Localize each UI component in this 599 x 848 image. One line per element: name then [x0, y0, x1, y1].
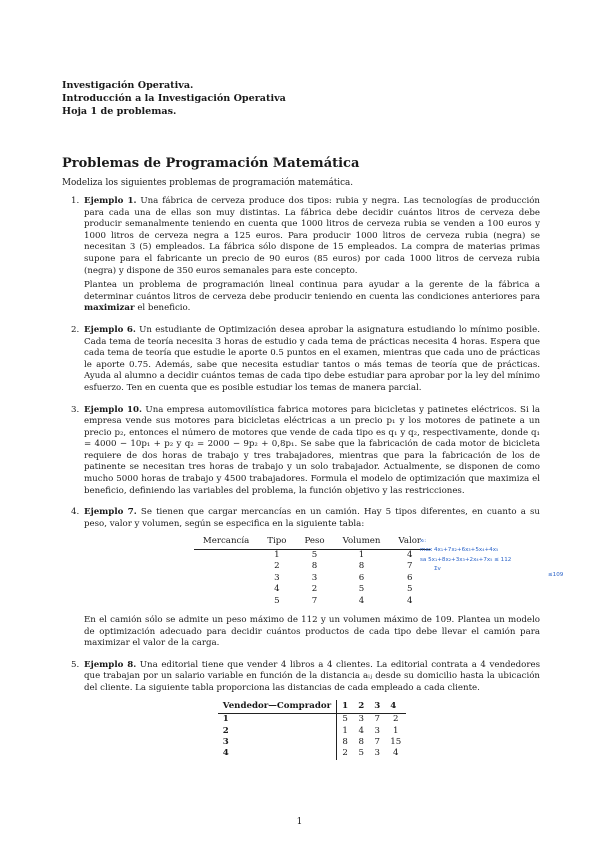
cell: 3 [374, 725, 380, 736]
table-header: 4 [385, 700, 406, 714]
problem-text: Una editorial tiene que vender 4 libros a 4 clientes. La editorial contrata a 4 vendedores que trabajan por un salario variable en función de la distancia aᵢⱼ desde su domicilio hasta la ubicación del cliente. La siguiente tabla proporciona las distancias de cada empleado a cada cliente. [84, 659, 540, 694]
cell: 1 [358, 550, 365, 561]
cell: 1 [342, 725, 348, 736]
cell: 5 [274, 595, 280, 606]
problem-number: 2. [71, 324, 80, 335]
cell: 5 [342, 714, 348, 725]
table-header: 2 [353, 700, 369, 714]
table-row [218, 726, 406, 737]
problem-number: 5. [71, 659, 80, 670]
cell: 7 [374, 714, 380, 725]
cell: 4 [406, 595, 413, 606]
cell: 8 [311, 561, 318, 572]
document-header [62, 80, 286, 118]
table-header: Mercancía [194, 535, 258, 549]
problem-text: Un estudiante de Optimización desea aprobar la asignatura estudiando lo mínimo posible. Cada tema de teoría necesita 3 horas de estudio y cada tema de prácticas necesita 4 horas. Espera que cada tema de teoría que estudie le aporte 0.5 puntos en el examen, mientras que cada uno de prácticas le aporte 0.75. Además, sabe que necesita estudiar tantos o más temas de teoría que de prácticas. Ayuda al alumno a decidir cuántos temas de cada tipo debe estudiar para aprobar por la ley del mínimo esfuerzo. Ten en cuenta que es posible estudiar los temas de manera parcial. [84, 324, 540, 393]
problem-number: 4. [71, 507, 80, 518]
cell: 4 [358, 725, 364, 736]
row-header: 2 [218, 726, 337, 737]
problem-label: Ejemplo 8. [84, 659, 137, 670]
cell: 1 [392, 725, 399, 736]
problem-text: Se tienen que cargar mercancías en un camión. Hay 5 tipos diferentes, en cuanto a su peso, valor y volumen, según se especifica en la siguiente tabla: [84, 507, 540, 529]
cell: 2 [311, 584, 318, 595]
cell: 8 [358, 561, 365, 572]
table-row [194, 561, 430, 572]
cell: 4 [392, 748, 399, 759]
table-header: 3 [369, 700, 385, 714]
hand-line-objective: max 4x₁+7x₂+6x₃+5x₄+4x₅ [420, 547, 499, 553]
table-header: Volumen [334, 535, 390, 549]
problem-label: Ejemplo 1. [84, 196, 137, 206]
cell: 2 [342, 748, 348, 759]
page-number: 1 [296, 817, 303, 827]
table-row [194, 596, 430, 607]
table-header: 1 [337, 700, 354, 714]
cell: 2 [392, 714, 399, 725]
table-header: Peso [295, 535, 333, 549]
cell: 7 [311, 595, 318, 606]
hand-line-volume-limit: ≤109 [548, 572, 564, 578]
cell: 15 [390, 737, 402, 748]
problem-3 [62, 405, 540, 498]
cell: 3 [311, 572, 318, 583]
table-row [194, 550, 430, 562]
table-header: Tipo [258, 535, 295, 549]
problem-text: Una fábrica de cerveza produce dos tipos: rubia y negra. Las tecnologías de producción para cada una de ellas son muy distintas. La fábrica debe decidir cuántos litros de cerveza debe producir semanalmente teniendo en cuenta que 1000 litros de cerveza rubia se venden a 100 euros y 1000 litros de cerveza negra a 125 euros. Para producir 1000 litros de cerveza rubia (negra) se necesitan 3 (5) empleados. La fábrica sólo dispone de 15 empleados. La compra de materias primas supone para el fabricante un precio de 90 euros (85 euros) por cada 1000 litros de cerveza rubia (negra) y dispone de 350 euros semanales para este concepto. [84, 196, 540, 276]
handwritten-annotation [418, 536, 578, 588]
table-row [218, 714, 406, 726]
intro-text: Modeliza los siguientes problemas de programación matemática. [62, 178, 354, 188]
problem-1 [62, 196, 540, 315]
cell: 4 [358, 595, 365, 606]
cell: 4 [406, 550, 413, 561]
cell: 5 [358, 748, 364, 759]
cell: 3 [374, 748, 380, 759]
row-header: 4 [218, 748, 337, 759]
hand-line-vars: xᵢ: [420, 538, 427, 544]
problem-text-2c: el beneficio. [134, 303, 191, 314]
cell: 3 [274, 572, 280, 583]
table-header: Vendedor—Comprador [218, 700, 337, 714]
cell: 2 [274, 561, 280, 572]
cell: 5 [311, 550, 318, 561]
row-header: 3 [218, 737, 337, 748]
table-row [194, 573, 430, 584]
problem-2 [62, 325, 540, 395]
problem-label: Ejemplo 10. [84, 404, 143, 415]
problem-label: Ejemplo 6. [84, 324, 136, 335]
problem-list [62, 196, 540, 770]
header-subject: Introducción a la Investigación Operativa [62, 92, 286, 104]
section-title: Problemas de Programación Matemática [62, 156, 360, 171]
problem-number: 3. [71, 404, 80, 415]
hand-line-sum: Σv [434, 566, 441, 572]
table-row [218, 737, 406, 748]
table-row [218, 748, 406, 759]
cell: 6 [358, 572, 365, 583]
row-header: 1 [218, 714, 337, 726]
cell: 4 [274, 584, 280, 595]
hand-line-constraint-weight: sa 5x₁+8x₂+3x₃+2x₄+7x₅ ≤ 112 [420, 557, 512, 563]
cell: 5 [358, 584, 365, 595]
cell: 8 [358, 737, 364, 748]
cell: 7 [406, 561, 413, 572]
emphasis-maximize: maximizar [84, 303, 135, 314]
cell: 8 [342, 737, 348, 748]
cell: 7 [374, 737, 380, 748]
cell: 6 [406, 572, 413, 583]
goods-table [194, 535, 430, 607]
table-header: Valor [389, 535, 430, 549]
cell: 5 [406, 584, 413, 595]
problem-text-2a: Plantea un problema de programación lineal continua para ayudar a la gerente de la fábrica a determinar cuántos litros de cerveza debe producir teniendo en cuenta las condiciones anteriores para [84, 280, 540, 302]
problem-text: Una empresa automovilística fabrica motores para bicicletas y patinetes eléctricos. Si la empresa vende sus motores para bicicletas eléctricas a un precio p₁ y los motores de patinete a un precio p₂, entonces el número de motores que vende de cada tipo es q₁ y q₂, respectivamente, donde q₁ = 4000 − 10p₁ + p₂ y q₂ = 2000 − 9p₂ + 0,8p₁. Se sabe que la fabricación de cada motor de bicicleta requiere de dos horas de trabajo y tres trabajadores, mientras que para la fabricación de los de patinente se necesitan tres horas de trabajo y un solo trabajador. Actualmente, se disponen de como mucho 5000 horas de trabajo y 4500 trabajadores. Formula el modelo de optimización que maximiza el beneficio, definiendo las variables del problema, la función objetivo y las restricciones. [84, 404, 540, 496]
problem-label: Ejemplo 7. [84, 507, 137, 518]
problem-5 [62, 660, 540, 760]
cell: 1 [274, 550, 280, 561]
problem-number: 1. [71, 196, 80, 206]
cell: 3 [358, 714, 364, 725]
problem-text-after: En el camión sólo se admite un peso máximo de 112 y un volumen máximo de 109. Plantea un modelo de optimización adecuado para decidir cuántos productos de cada tipo debe llevar el camión para maximizar el valor de la carga. [84, 615, 540, 649]
header-sheet: Hoja 1 de problemas. [62, 105, 177, 117]
table-row [194, 584, 430, 595]
distance-table [218, 700, 406, 760]
header-course: Investigación Operativa. [62, 80, 194, 91]
